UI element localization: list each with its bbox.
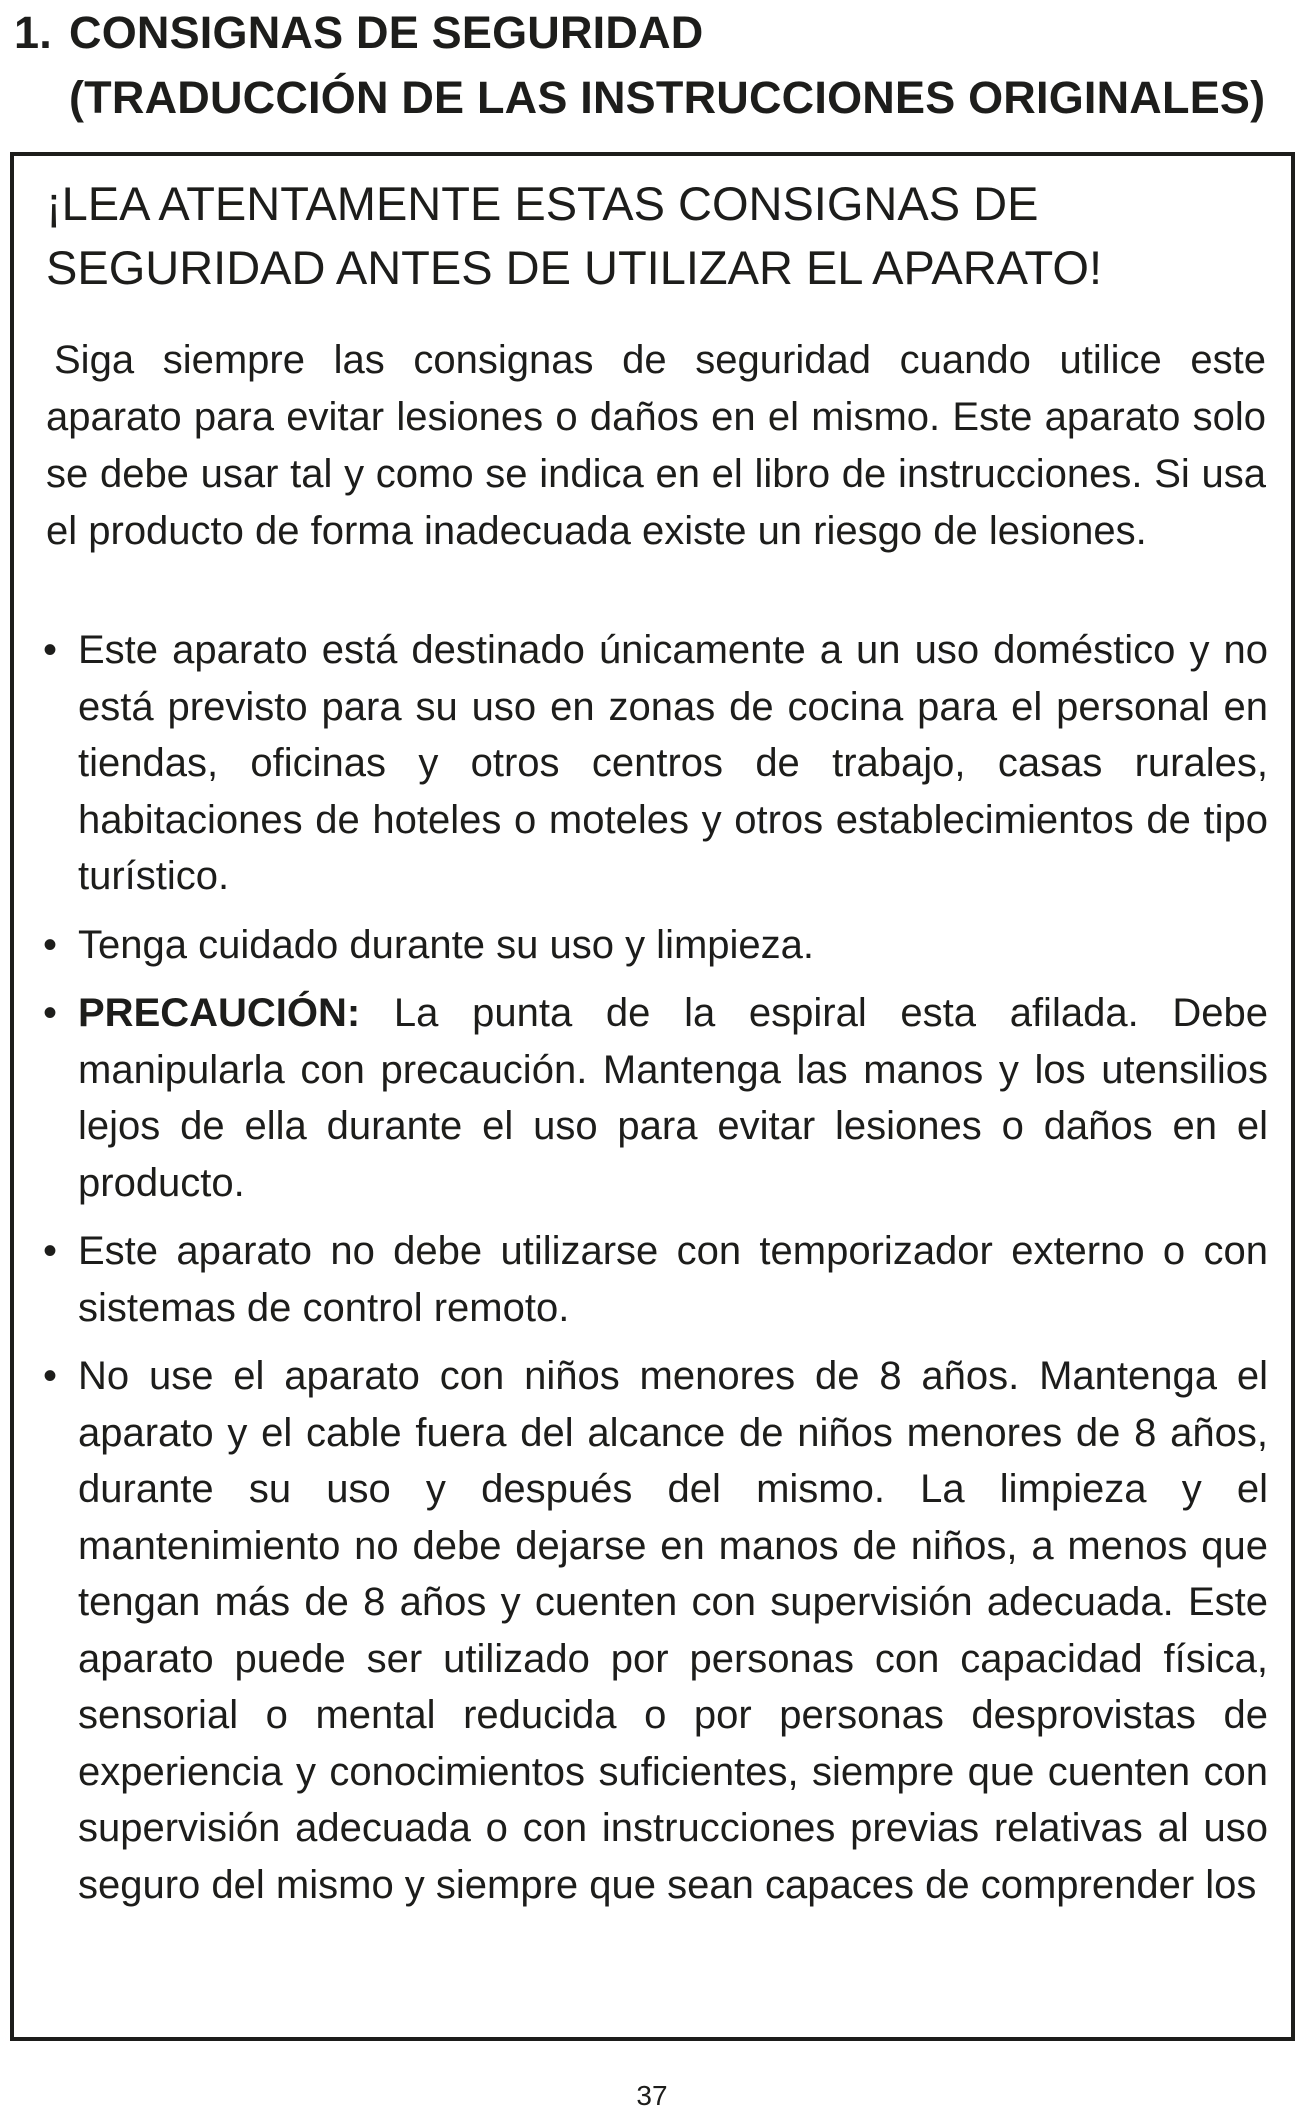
bullet-icon: • <box>42 991 57 1035</box>
section-title: CONSIGNAS DE SEGURIDAD <box>69 7 704 58</box>
safety-item <box>36 622 1268 905</box>
safety-item <box>36 917 1268 974</box>
safety-item <box>36 1223 1268 1336</box>
intro-paragraph: Siga siempre las consignas de seguridad cuando utilice este aparato para evitar lesiones o daños en el mismo. Este aparato solo se debe usar tal y como se indica en el libro de instrucciones. Si usa el producto de forma inadecuada existe un riesgo de lesiones. <box>46 338 1266 553</box>
bullet-icon: • <box>42 1229 57 1273</box>
section-heading <box>14 0 1294 130</box>
item-text: Este aparato no debe utilizarse con temporizador externo o con sistemas de control remoto. <box>78 1229 1268 1330</box>
bullet-icon: • <box>42 1354 57 1398</box>
item-text: Tenga cuidado durante su uso y limpieza. <box>78 922 815 967</box>
item-text: Este aparato está destinado únicamente a un uso doméstico y no está previsto para su uso en zonas de cocina para el personal en tiendas, oficinas y otros centros de trabajo, casas rurales, habitaciones de hoteles o moteles y otros establecimientos de tipo turístico. <box>78 628 1268 898</box>
bullet-icon: • <box>42 922 57 967</box>
section-subtitle: (TRADUCCIÓN DE LAS INSTRUCCIONES ORIGINALES) <box>69 72 1266 123</box>
section-number: 1. <box>14 7 52 58</box>
item-text: La punta de la espiral esta afilada. Debe manipularla con precaución. Mantenga las manos y los utensilios lejos de ella durante el uso para evitar lesiones o daños en el producto. <box>78 991 1268 1205</box>
item-emphasis: PRECAUCIÓN: <box>78 991 361 1035</box>
item-text: No use el aparato con niños menores de 8 años. Mantenga el aparato y el cable fuera del alcance de niños menores de 8 años, durante su uso y después del mismo. La limpieza y el mantenimiento no debe dejarse en manos de niños, a menos que tengan más de 8 años y cuenten con supervisión adecuada. Este aparato puede ser utilizado por personas con capacidad física, sensorial o mental reducida o por personas desprovistas de experiencia y conocimientos suficientes, siempre que cuenten con supervisión adecuada o con instrucciones previas relativas al uso seguro del mismo y siempre que sean capaces de comprender los <box>78 1354 1268 1907</box>
safety-item <box>36 985 1268 1211</box>
warning-text: ¡LEA ATENTAMENTE ESTAS CONSIGNAS DE SEGURIDAD ANTES DE UTILIZAR EL APARATO! <box>46 177 1103 294</box>
bullet-icon: • <box>42 628 57 672</box>
page-number: 37 <box>636 2080 668 2111</box>
safety-item <box>36 1348 1268 1913</box>
safety-box <box>10 152 1295 2041</box>
safety-list <box>36 622 1268 1925</box>
heading-line-1 <box>14 0 1294 65</box>
